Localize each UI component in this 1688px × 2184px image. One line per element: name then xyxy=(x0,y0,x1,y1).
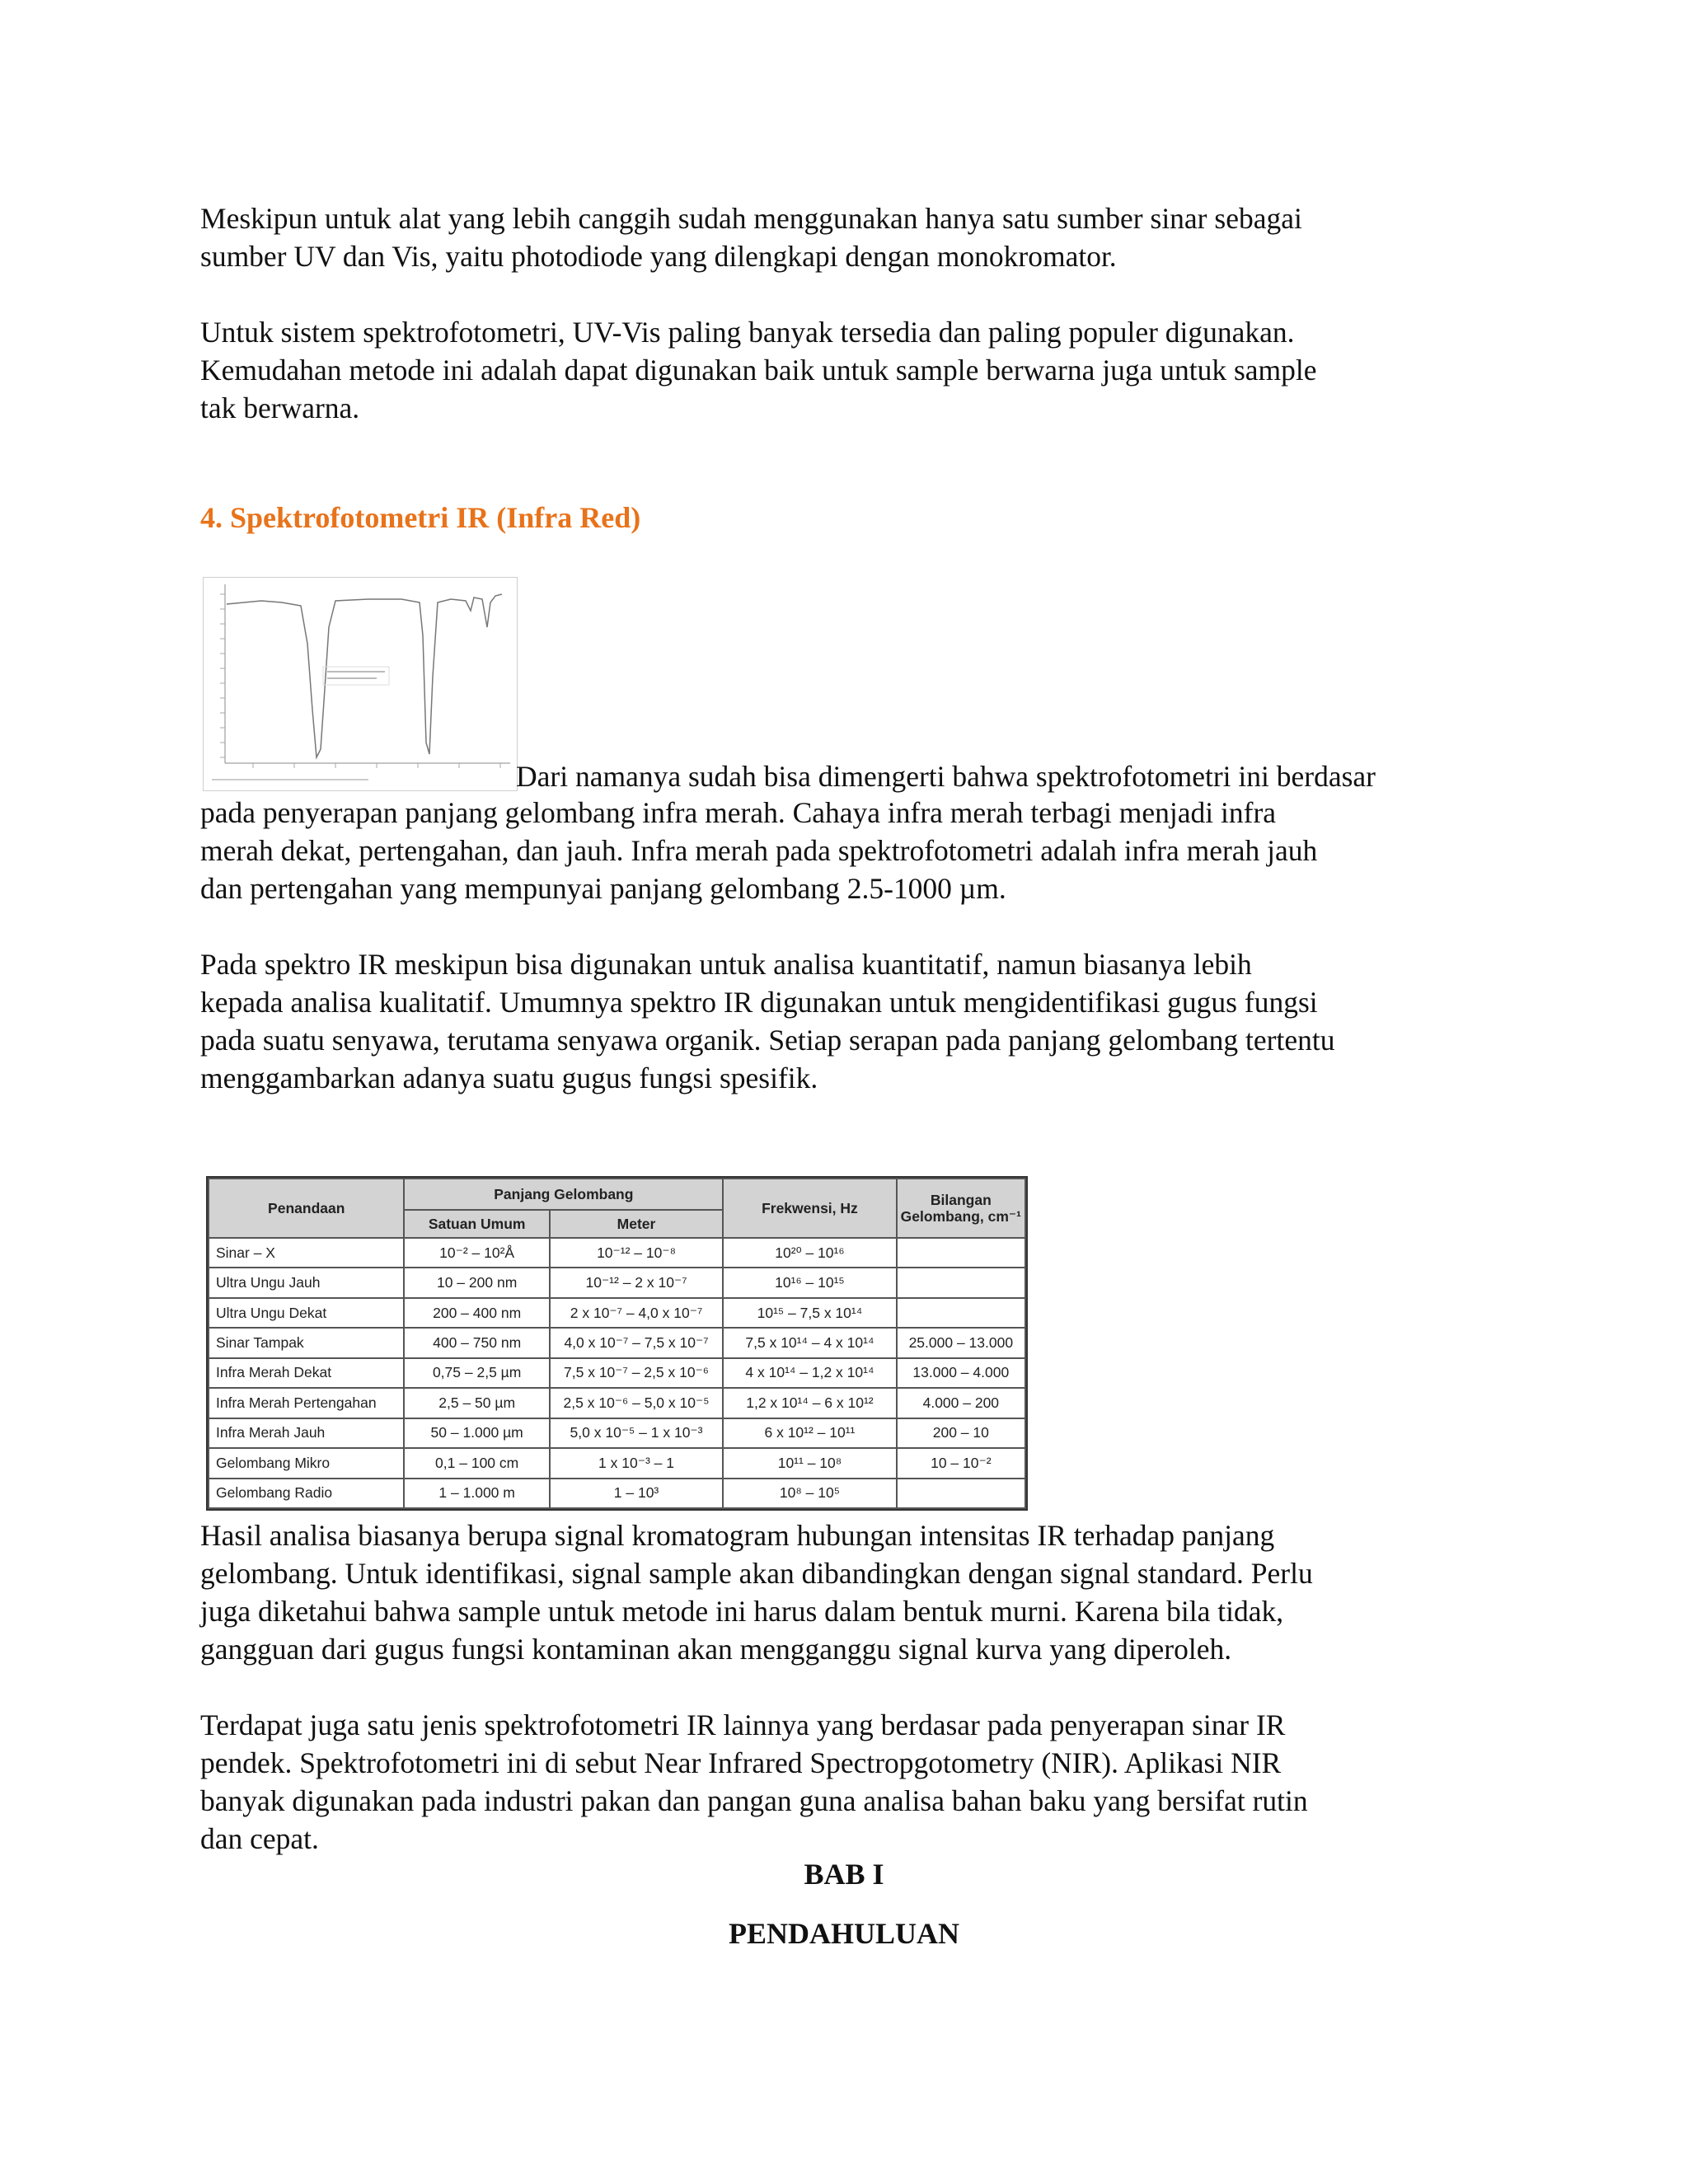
paragraph-5 xyxy=(200,1516,1503,1668)
text-line: dan cepat. xyxy=(200,1822,319,1855)
cell-satuan: 0,1 – 100 cm xyxy=(404,1448,549,1478)
text-line: merah dekat, pertengahan, dan jauh. Infra merah pada spektrofotometri adalah infra merah jauh xyxy=(200,834,1318,867)
cell-satuan: 200 – 400 nm xyxy=(404,1298,549,1328)
cell-satuan: 0,75 – 2,5 µm xyxy=(404,1358,549,1388)
header-satuan-umum: Satuan Umum xyxy=(404,1210,549,1238)
table-row xyxy=(209,1238,1025,1268)
cell-penandaan: Sinar Tampak xyxy=(209,1328,404,1357)
figure-caption-start: Dari namanya sudah bisa dimengerti bahwa spektrofotometri ini berdasar xyxy=(516,760,1376,793)
text-line: Kemudahan metode ini adalah dapat digunakan baik untuk sample berwarna juga untuk sample xyxy=(200,354,1317,387)
cell-penandaan: Gelombang Mikro xyxy=(209,1448,404,1478)
cell-frekwensi: 10¹⁵ – 7,5 x 10¹⁴ xyxy=(723,1298,896,1328)
cell-bilangan: 25.000 – 13.000 xyxy=(897,1328,1025,1357)
cell-satuan: 1 – 1.000 m xyxy=(404,1479,549,1509)
cell-bilangan xyxy=(897,1238,1025,1268)
table-row xyxy=(209,1388,1025,1418)
cell-frekwensi: 10²⁰ – 10¹⁶ xyxy=(723,1238,896,1268)
cell-penandaan: Infra Merah Pertengahan xyxy=(209,1388,404,1418)
header-frekwensi: Frekwensi, Hz xyxy=(723,1179,896,1238)
cell-bilangan xyxy=(897,1298,1025,1328)
header-bilangan-gelombang: Bilangan Gelombang, cm⁻¹ xyxy=(897,1179,1025,1238)
ir-spectrum-image xyxy=(203,577,518,791)
table-row xyxy=(209,1358,1025,1388)
cell-frekwensi: 4 x 10¹⁴ – 1,2 x 10¹⁴ xyxy=(723,1358,896,1388)
cell-penandaan: Infra Merah Jauh xyxy=(209,1418,404,1448)
text-line: juga diketahui bahwa sample untuk metode ini harus dalam bentuk murni. Karena bila tidak, xyxy=(200,1595,1284,1628)
paragraph-6 xyxy=(200,1706,1503,1858)
cell-meter: 2 x 10⁻⁷ – 4,0 x 10⁻⁷ xyxy=(550,1298,723,1328)
paragraph-1 xyxy=(200,199,1503,275)
cell-meter: 1 – 10³ xyxy=(550,1479,723,1509)
cell-frekwensi: 10⁸ – 10⁵ xyxy=(723,1479,896,1509)
text-line: Hasil analisa biasanya berupa signal kromatogram hubungan intensitas IR terhadap panjang xyxy=(200,1519,1275,1552)
paragraph-3 xyxy=(200,794,1503,907)
text-line: gelombang. Untuk identifikasi, signal sample akan dibandingkan dengan signal standard. Perlu xyxy=(200,1557,1313,1590)
text-line: banyak digunakan pada industri pakan dan pangan guna analisa bahan baku yang bersifat rutin xyxy=(200,1784,1308,1817)
cell-frekwensi: 10¹⁶ – 10¹⁵ xyxy=(723,1268,896,1297)
table-row xyxy=(209,1448,1025,1478)
text-line: Meskipun untuk alat yang lebih canggih sudah menggunakan hanya satu sumber sinar sebagai xyxy=(200,202,1302,235)
cell-meter: 5,0 x 10⁻⁵ – 1 x 10⁻³ xyxy=(550,1418,723,1448)
cell-bilangan: 4.000 – 200 xyxy=(897,1388,1025,1418)
cell-bilangan: 200 – 10 xyxy=(897,1418,1025,1448)
cell-penandaan: Sinar – X xyxy=(209,1238,404,1268)
cell-meter: 1 x 10⁻³ – 1 xyxy=(550,1448,723,1478)
paragraph-2 xyxy=(200,313,1503,427)
cell-bilangan xyxy=(897,1268,1025,1297)
cell-penandaan: Gelombang Radio xyxy=(209,1479,404,1509)
cell-bilangan: 10 – 10⁻² xyxy=(897,1448,1025,1478)
cell-bilangan xyxy=(897,1479,1025,1509)
table-row xyxy=(209,1328,1025,1357)
text-line: dan pertengahan yang mempunyai panjang gelombang 2.5-1000 µm. xyxy=(200,872,1006,905)
cell-meter: 10⁻¹² – 10⁻⁸ xyxy=(550,1238,723,1268)
text-line: sumber UV dan Vis, yaitu photodiode yang dilengkapi dengan monokromator. xyxy=(200,240,1117,273)
text-line: menggambarkan adanya suatu gugus fungsi spesifik. xyxy=(200,1062,818,1094)
cell-penandaan: Ultra Ungu Jauh xyxy=(209,1268,404,1297)
spectrum-table xyxy=(208,1178,1026,1509)
table-row xyxy=(209,1268,1025,1297)
chapter-number: BAB I xyxy=(804,1858,884,1891)
table-row xyxy=(209,1418,1025,1448)
table-row xyxy=(209,1298,1025,1328)
text-line: kepada analisa kualitatif. Umumnya spektro IR digunakan untuk mengidentifikasi gugus fungsi xyxy=(200,986,1318,1019)
cell-meter: 2,5 x 10⁻⁶ – 5,0 x 10⁻⁵ xyxy=(550,1388,723,1418)
paragraph-4 xyxy=(200,945,1503,1097)
text-line: Terdapat juga satu jenis spektrofotometri IR lainnya yang berdasar pada penyerapan sinar IR xyxy=(200,1708,1286,1741)
cell-penandaan: Infra Merah Dekat xyxy=(209,1358,404,1388)
cell-satuan: 10 – 200 nm xyxy=(404,1268,549,1297)
chapter-title: PENDAHULUAN xyxy=(728,1917,959,1950)
cell-satuan: 50 – 1.000 µm xyxy=(404,1418,549,1448)
header-meter: Meter xyxy=(550,1210,723,1238)
cell-frekwensi: 1,2 x 10¹⁴ – 6 x 10¹² xyxy=(723,1388,896,1418)
spectrum-table-container xyxy=(206,1176,1028,1511)
text-line: Untuk sistem spektrofotometri, UV-Vis paling banyak tersedia dan paling populer digunakan. xyxy=(200,316,1295,349)
cell-frekwensi: 7,5 x 10¹⁴ – 4 x 10¹⁴ xyxy=(723,1328,896,1357)
text-line: Pada spektro IR meskipun bisa digunakan untuk analisa kuantitatif, namun biasanya lebih xyxy=(200,948,1252,981)
text-line: pendek. Spektrofotometri ini di sebut Near Infrared Spectropgotometry (NIR). Aplikasi NIR xyxy=(200,1746,1282,1779)
text-line: pada penyerapan panjang gelombang infra merah. Cahaya infra merah terbagi menjadi infra xyxy=(200,796,1277,829)
cell-satuan: 10⁻² – 10²Å xyxy=(404,1238,549,1268)
cell-meter: 4,0 x 10⁻⁷ – 7,5 x 10⁻⁷ xyxy=(550,1328,723,1357)
cell-meter: 10⁻¹² – 2 x 10⁻⁷ xyxy=(550,1268,723,1297)
text-line: tak berwarna. xyxy=(200,391,360,424)
cell-satuan: 2,5 – 50 µm xyxy=(404,1388,549,1418)
table-row xyxy=(209,1479,1025,1509)
cell-frekwensi: 6 x 10¹² – 10¹¹ xyxy=(723,1418,896,1448)
cell-penandaan: Ultra Ungu Dekat xyxy=(209,1298,404,1328)
header-panjang-gelombang: Panjang Gelombang xyxy=(404,1179,723,1210)
text-line: gangguan dari gugus fungsi kontaminan akan mengganggu signal kurva yang diperoleh. xyxy=(200,1633,1232,1666)
cell-satuan: 400 – 750 nm xyxy=(404,1328,549,1357)
cell-meter: 7,5 x 10⁻⁷ – 2,5 x 10⁻⁶ xyxy=(550,1358,723,1388)
cell-bilangan: 13.000 – 4.000 xyxy=(897,1358,1025,1388)
header-penandaan: Penandaan xyxy=(209,1179,404,1238)
ir-spectrum-graphic xyxy=(204,578,517,790)
cell-frekwensi: 10¹¹ – 10⁸ xyxy=(723,1448,896,1478)
text-line: pada suatu senyawa, terutama senyawa organik. Setiap serapan pada panjang gelombang tertentu xyxy=(200,1024,1335,1057)
section-heading: 4. Spektrofotometri IR (Infra Red) xyxy=(200,501,641,534)
